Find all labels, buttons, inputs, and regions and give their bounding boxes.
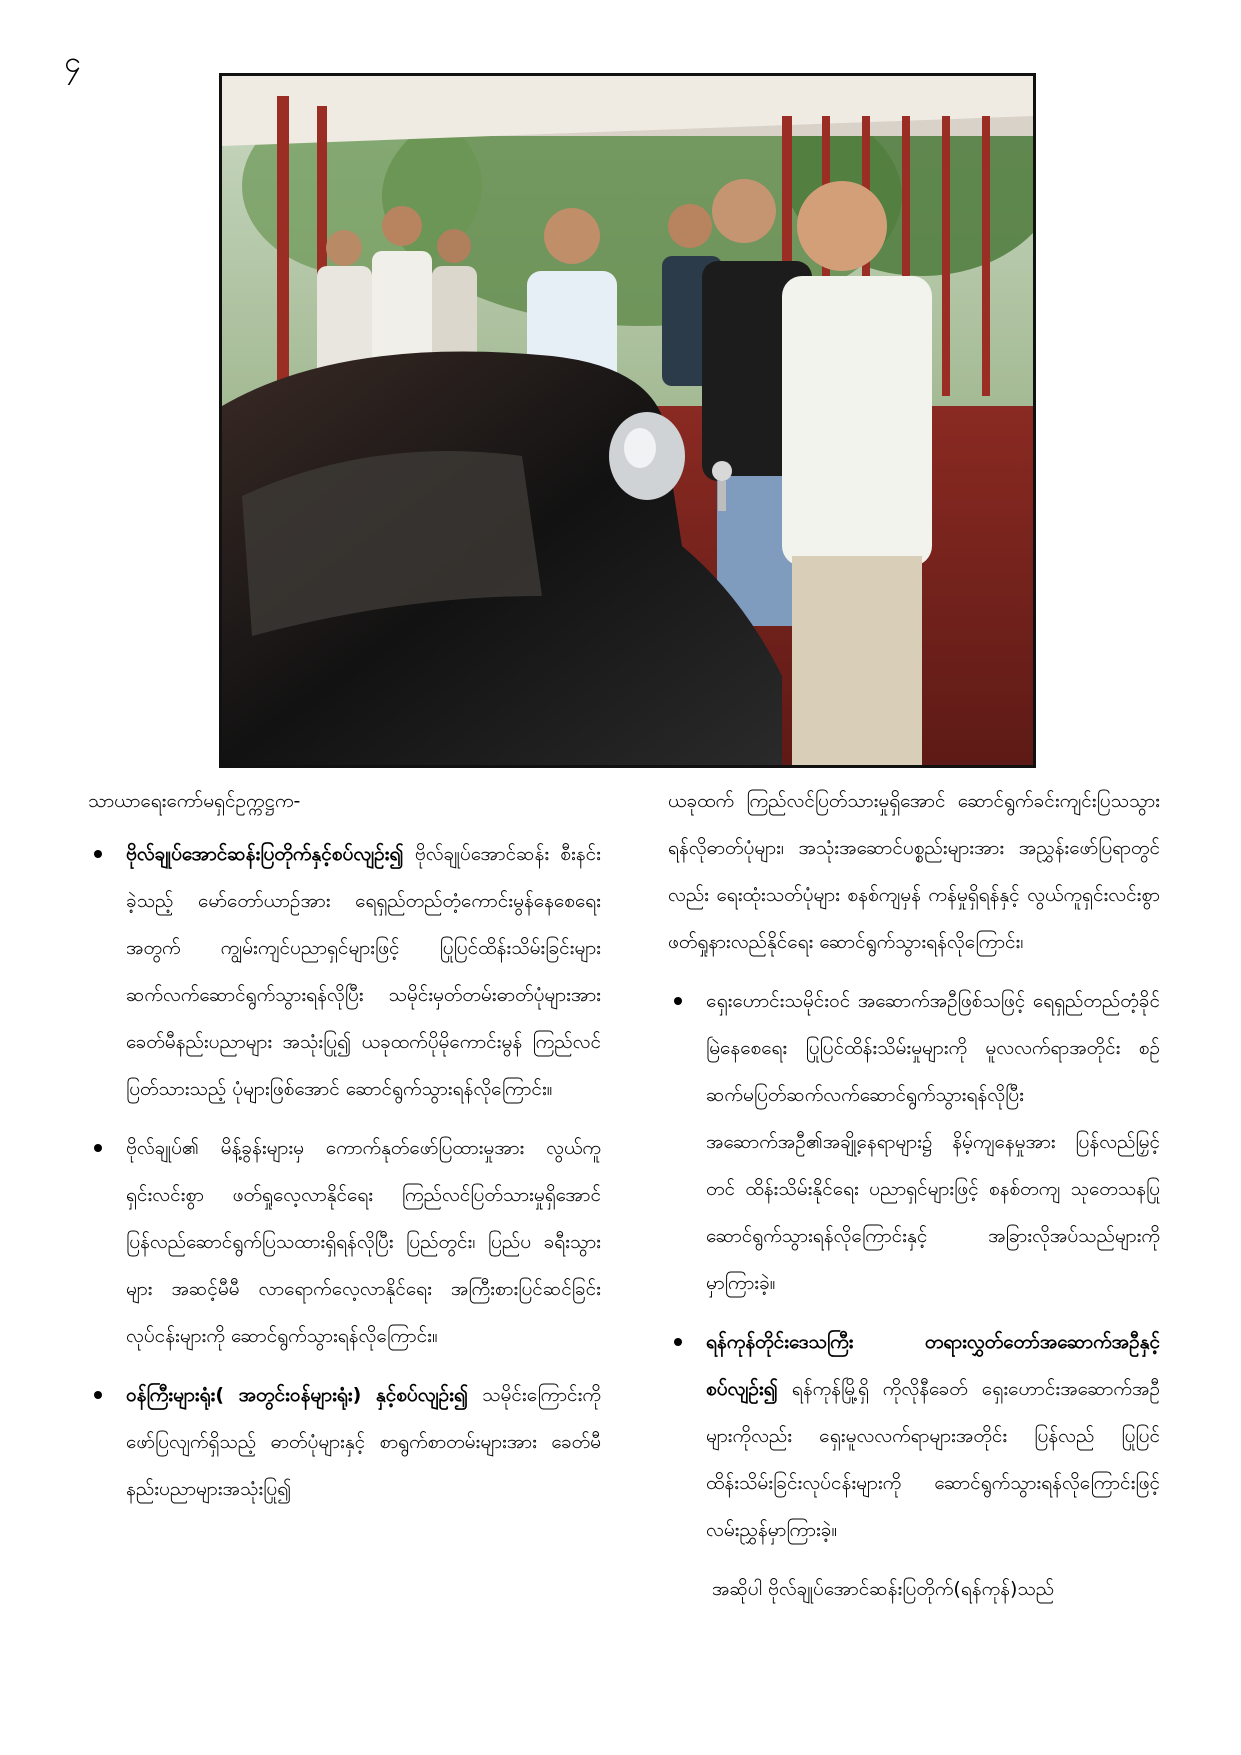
list-item (88, 1125, 601, 1360)
bullet-heading: ရန်ကုန်တိုင်းဒေသကြီး တရားလွှတ်တော်အဆောက်အဦနှင့်စပ်လျဉ်း၍ (706, 1331, 1160, 1400)
bullet-heading: ဝန်ကြီးများရုံး( အတွင်းဝန်များရုံး) နှင့်စပ်လျဉ်း၍ (126, 1384, 469, 1406)
photo-illustration (222, 76, 1033, 765)
bullet-heading: ဗိုလ်ချုပ်အောင်ဆန်းပြတိုက်နှင့်စပ်လျဉ်း၍ (126, 843, 404, 865)
list-item (88, 831, 601, 1113)
right-column (668, 778, 1160, 1613)
closing-paragraph: အဆိုပါ ဗိုလ်ချုပ်အောင်ဆန်းပြတိုက်(ရန်ကုန်)သည် (712, 1578, 1055, 1600)
right-bullet-list (668, 978, 1160, 1554)
bullet-text: ရန်ကုန်မြို့ရှိ ကိုလိုနီခေတ် ရှေးဟောင်းအဆောက်အဦများကိုလည်း ရှေးမူလလက်ရာများအတိုင်း ပြန်လည် ပြုပြင်ထိန်းသိမ်းခြင်းလုပ်ငန်းများကို ဆောင်ရွက်သွားရန်လိုကြောင်းဖြင့် လမ်းညွှန်မှာကြားခဲ့။ (706, 1378, 1160, 1541)
bullet-text: ဗိုလ်ချုပ်အောင်ဆန်း စီးနင်းခဲ့သည့် မော်တော်ယာဉ်အား ရေရှည်တည်တံ့ကောင်းမွန်နေစေရေးအတွက် ကျွမ်းကျင်ပညာရှင်များဖြင့် ပြုပြင်ထိန်းသိမ်းခြင်းများ ဆက်လက်ဆောင်ရွက်သွားရန်လိုပြီး သမိုင်းမှတ်တမ်းဓာတ်ပုံများအား ခေတ်မီနည်းပညာများ အသုံးပြု၍ ယခုထက်ပိုမိုကောင်းမွန် ကြည်လင်ပြတ်သားသည့် ပုံများဖြစ်အောင် ဆောင်ရွက်သွားရန်လိုကြောင်း။ (126, 843, 601, 1100)
continuation-paragraph: ယခုထက် ကြည်လင်ပြတ်သားမှုရှိအောင် ဆောင်ရွက်ခင်းကျင်းပြသသွားရန်လိုဓာတ်ပုံများ၊ အသုံးအဆောင်ပစ္စည်းများအား အညွှန်းဖော်ပြရာတွင်လည်း ရေးထုံးသတ်ပုံများ စနစ်ကျမှန် ကန်မှုရှိရန်နှင့် လွယ်ကူရှင်းလင်းစွာ ဖတ်ရှုနားလည်နိုင်ရေး ဆောင်ရွက်သွားရန်လိုကြောင်း၊ (668, 790, 1160, 953)
bullet-text: ရှေးဟောင်းသမိုင်းဝင် အဆောက်အဦဖြစ်သဖြင့် ရေရှည်တည်တံ့ခိုင်မြဲနေစေရေး ပြုပြင်ထိန်းသိမ်းမှုများကို မူလလက်ရာအတိုင်း စဉ်ဆက်မပြတ်ဆက်လက်ဆောင်ရွက်သွားရန်လိုပြီး အဆောက်အဦ၏အချို့နေရာများ၌ နိမ့်ကျနေမှုအား ပြန်လည်မြှင့်တင် ထိန်းသိမ်းနိုင်ရေး ပညာရှင်များဖြင့် စနစ်တကျ သုတေသနပြုဆောင်ရွက်သွားရန်လိုကြောင်းနှင့် အခြားလိုအပ်သည်များကို မှာကြားခဲ့။ (706, 990, 1160, 1294)
list-item (668, 978, 1160, 1307)
list-item (88, 1372, 601, 1513)
list-item (668, 1319, 1160, 1554)
intro-line: သာယာရေးကော်မရှင်ဥက္ကဋ္ဌက- (88, 790, 301, 812)
bullet-text: ဗိုလ်ချုပ်၏ မိန့်ခွန်းများမှ ကောက်နုတ်ဖော်ပြထားမှုအား လွယ်ကူရှင်းလင်းစွာ ဖတ်ရှုလေ့လာနိုင်ရေး ကြည်လင်ပြတ်သားမှုရှိအောင် ပြန်လည်ဆောင်ရွက်ပြသထားရှိရန်လိုပြီး ပြည်တွင်း၊ ပြည်ပ ခရီးသွားများ အဆင့်မီမီ လာရောက်လေ့လာနိုင်ရေး အကြီးစားပြင်ဆင်ခြင်းလုပ်ငန်းများကို ဆောင်ရွက်သွားရန်လိုကြောင်း။ (126, 1137, 601, 1347)
bullet-text: သမိုင်းကြောင်းကိုဖော်ပြလျက်ရှိသည့် ဓာတ်ပုံများနှင့် စာရွက်စာတမ်းများအား ခေတ်မီနည်းပညာများအသုံးပြု၍ (126, 1384, 601, 1500)
left-column (88, 778, 601, 1525)
left-bullet-list (88, 831, 601, 1513)
news-photo (219, 73, 1036, 768)
page-number: ၄ (64, 45, 81, 80)
